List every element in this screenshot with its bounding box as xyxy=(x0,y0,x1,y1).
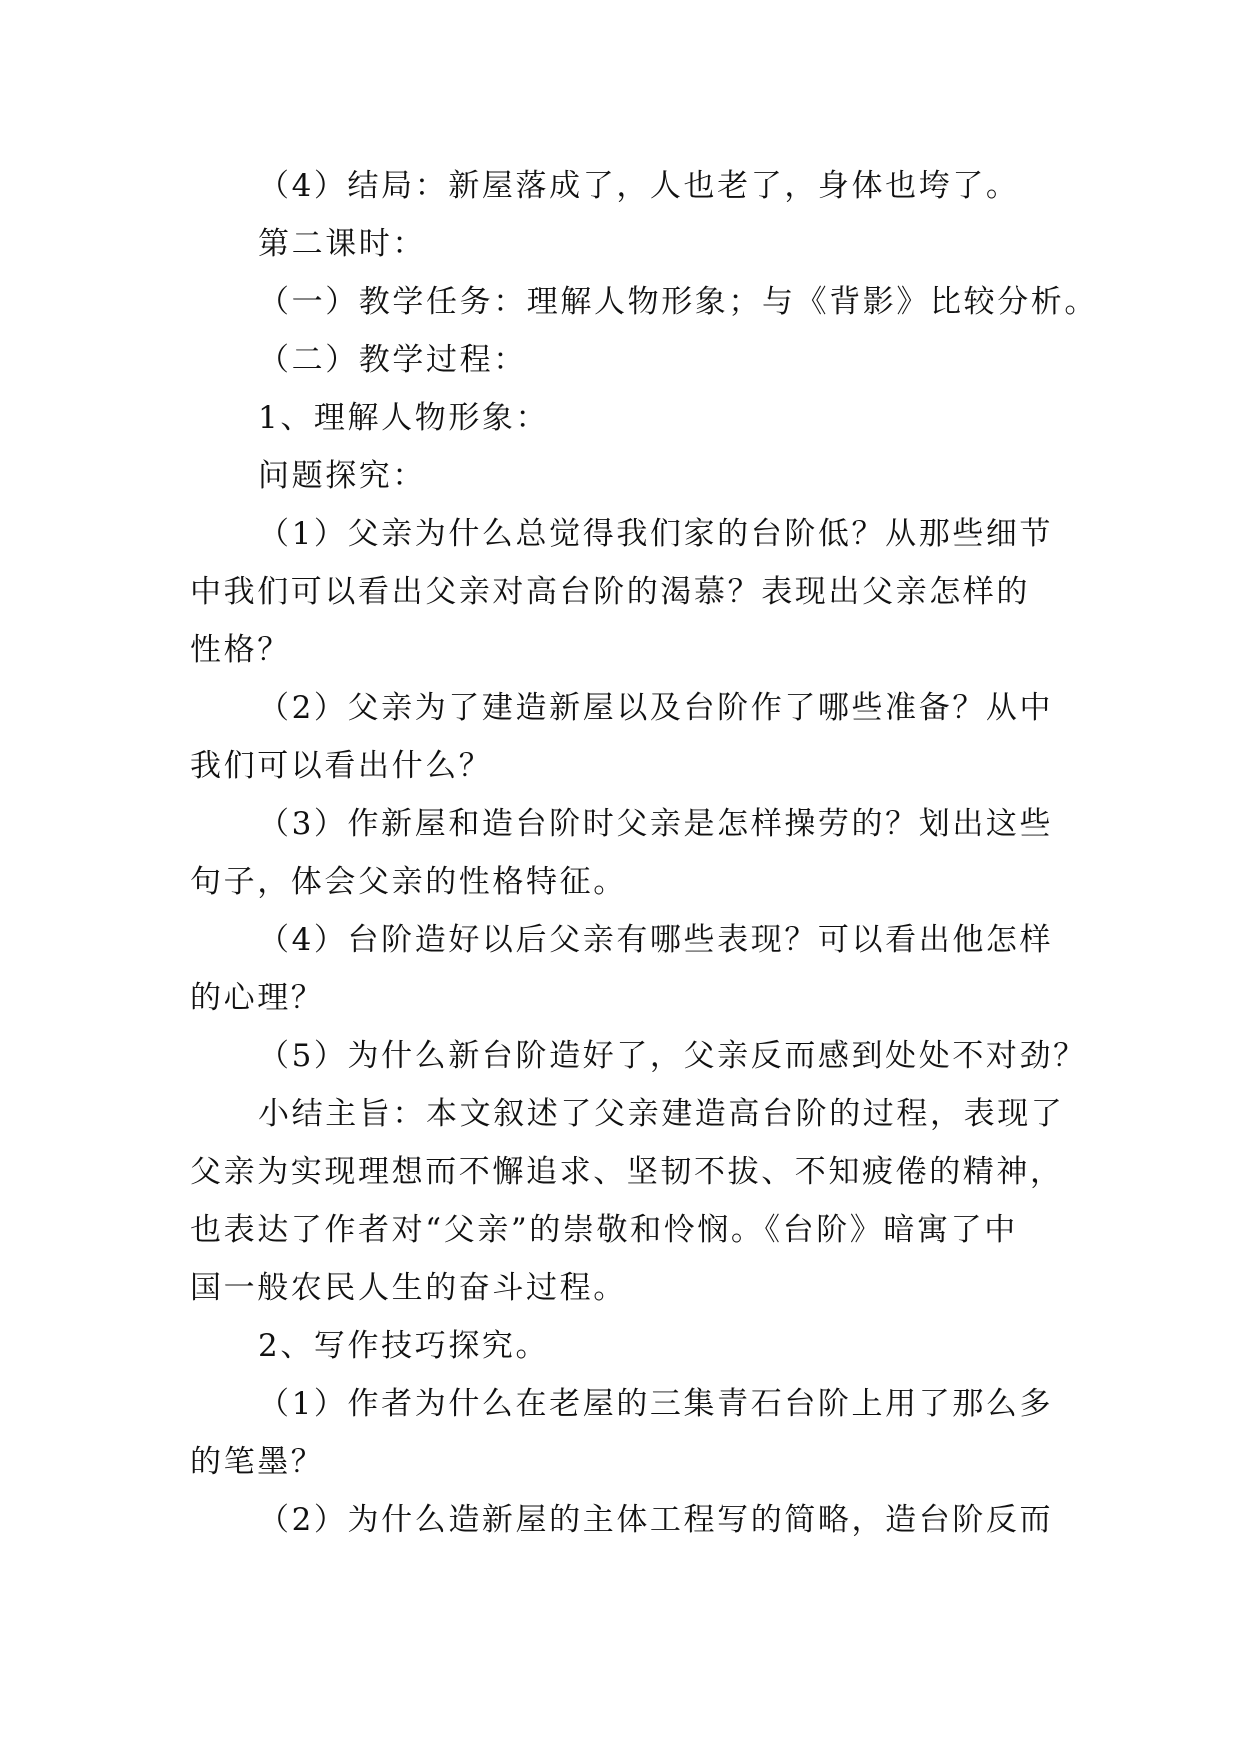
summary-line: 也表达了作者对“父亲”的崇敬和怜悯。《台阶》暗寓了中 xyxy=(190,1212,1018,1248)
question-line: （1）父亲为什么总觉得我们家的台阶低？从那些细节 xyxy=(258,516,1054,552)
question-line: （1）作者为什么在老屋的三集青石台阶上用了那么多 xyxy=(258,1386,1054,1422)
summary-line: 小结主旨：本文叙述了父亲建造高台阶的过程，表现了 xyxy=(258,1096,1065,1132)
question-line: （2）父亲为了建造新屋以及台阶作了哪些准备？从中 xyxy=(258,690,1054,726)
question-line: （3）作新屋和造台阶时父亲是怎样操劳的？划出这些 xyxy=(258,806,1054,842)
question-line: （4）台阶造好以后父亲有哪些表现？可以看出他怎样 xyxy=(258,922,1054,958)
question-line: 我们可以看出什么？ xyxy=(190,748,493,784)
question-line: 的心理？ xyxy=(190,980,325,1016)
question-line: （5）为什么新台阶造好了，父亲反而感到处处不对劲？ xyxy=(258,1038,1087,1074)
paragraph-line: 1、理解人物形象： xyxy=(258,400,550,436)
paragraph-line: （二）教学过程： xyxy=(258,342,527,378)
section-heading: 第二课时： xyxy=(258,226,426,262)
question-line: 的笔墨？ xyxy=(190,1444,325,1480)
summary-line: 国一般农民人生的奋斗过程。 xyxy=(190,1270,627,1306)
paragraph-line: （一）教学任务：理解人物形象；与《背影》比较分析。 xyxy=(258,284,1098,320)
question-line: 中我们可以看出父亲对高台阶的渴慕？表现出父亲怎样的 xyxy=(190,574,1030,610)
paragraph-line: （4）结局：新屋落成了，人也老了，身体也垮了。 xyxy=(258,168,1020,204)
question-line: 句子，体会父亲的性格特征。 xyxy=(190,864,627,900)
section-heading: 2、写作技巧探究。 xyxy=(258,1328,550,1364)
paragraph-line: 问题探究： xyxy=(258,458,426,494)
question-line: 性格？ xyxy=(190,632,291,668)
summary-line: 父亲为实现理想而不懈追求、坚韧不拔、不知疲倦的精神， xyxy=(190,1154,1064,1190)
question-line: （2）为什么造新屋的主体工程写的简略，造台阶反而 xyxy=(258,1502,1054,1538)
